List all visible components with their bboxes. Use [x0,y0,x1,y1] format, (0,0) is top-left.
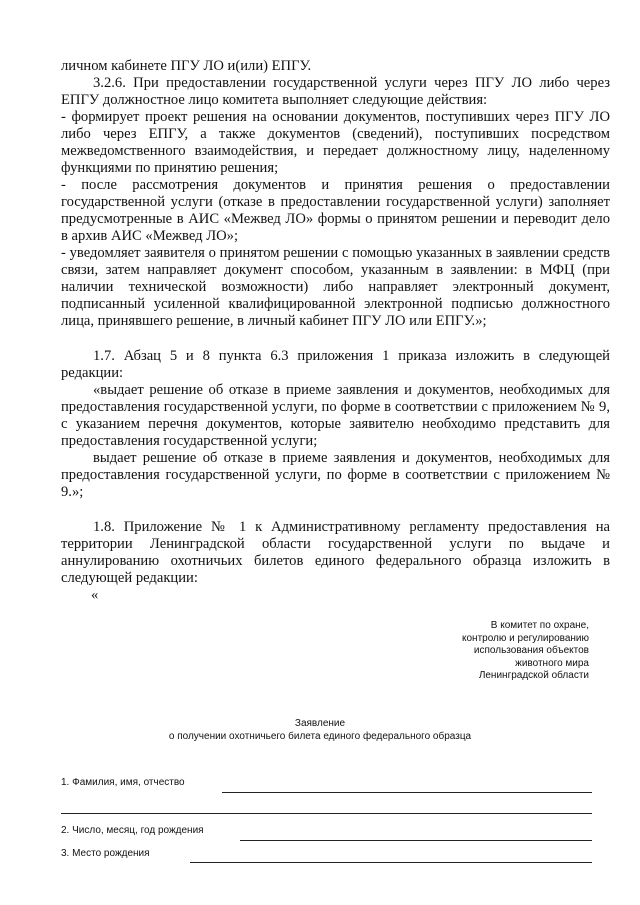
form-title-block [0,717,640,743]
paragraph-3-2-6: 3.2.6. При предоставлении государственной услуги через ПГУ ЛО либо через ЕПГУ должностное лицо комитета выполняет следующие действия: [61,75,610,108]
document-body [61,58,610,604]
text-line-top: личном кабинете ПГУ ЛО и(или) ЕПГУ. [61,58,312,74]
open-quote-mark: « [91,587,99,603]
addressee-line: контролю и регулированию [462,632,589,644]
paragraph-1-7: 1.7. Абзац 5 и 8 пункта 6.3 приложения 1 приказа изложить в следующей редакции: [61,348,610,381]
quote-paragraph-1: «выдает решение об отказе в приеме заявления и документов, необходимых для предоставления государственной услуги, по форме в соответствии с приложением № 9, с указанием перечня документов, которые заявителю необходимо представить для предоставления государственной услуги; [61,382,610,449]
field-label-birth-place: 3. Место рождения [61,848,150,859]
birth-place-underline[interactable] [190,862,592,863]
field-label-birth-date: 2. Число, месяц, год рождения [61,825,204,836]
addressee-line: В комитет по охране, [490,620,589,631]
addressee-line: Ленинградской области [478,670,589,681]
addressee-line: животного мира [515,657,589,669]
bullet-form-draft: - формирует проект решения на основании документов, поступивших через ПГУ ЛО либо через ЕПГУ, а также документов (сведений), поступивших посредством межведомственного взаимодействия, и передает должностному лицу, наделенному функциями по принятию решения; [61,109,610,176]
addressee-line: использования объектов [473,645,589,656]
bullet-notify-applicant: - уведомляет заявителя о принятом решении с помощью указанных в заявлении средств связи, затем направляет документ способом, указанным в заявлении: в МФЦ (при наличии технической возможности) либо направляет электронный документ, подписанный усиленной квалифицированной электронной подписью должностного лица, принявшего решение, в личный кабинет ПГУ ЛО или ЕПГУ.»; [61,245,610,329]
paragraph-1-8: 1.8. Приложение № 1 к Административному регламенту предоставления на территории Ленинградской области государственной услуги по выдаче и аннулированию охотничьих билетов единого федерального образца изложить в следующей редакции: [61,519,610,586]
quote-paragraph-2: выдает решение об отказе в приеме заявления и документов, необходимых для предоставления государственной услуги, по форме в соответствии с приложением № 9.»; [61,450,610,500]
full-name-underline[interactable] [222,792,592,793]
addressee-block [380,620,589,683]
bullet-fill-forms: - после рассмотрения документов и принятия решения о предоставлении государственной услуги (отказе в предоставлении государственной услуги) заполняет предусмотренные в АИС «Межвед ЛО» формы о принятом решении и переводит дело в архив АИС «Межвед ЛО»; [61,177,610,244]
form-subtitle: о получении охотничьего билета единого федерального образца [168,731,472,742]
full-name-underline-continued[interactable] [61,813,592,814]
birth-date-underline[interactable] [240,840,592,841]
field-label-full-name: 1. Фамилия, имя, отчество [61,777,185,788]
form-title: Заявление [294,718,346,729]
